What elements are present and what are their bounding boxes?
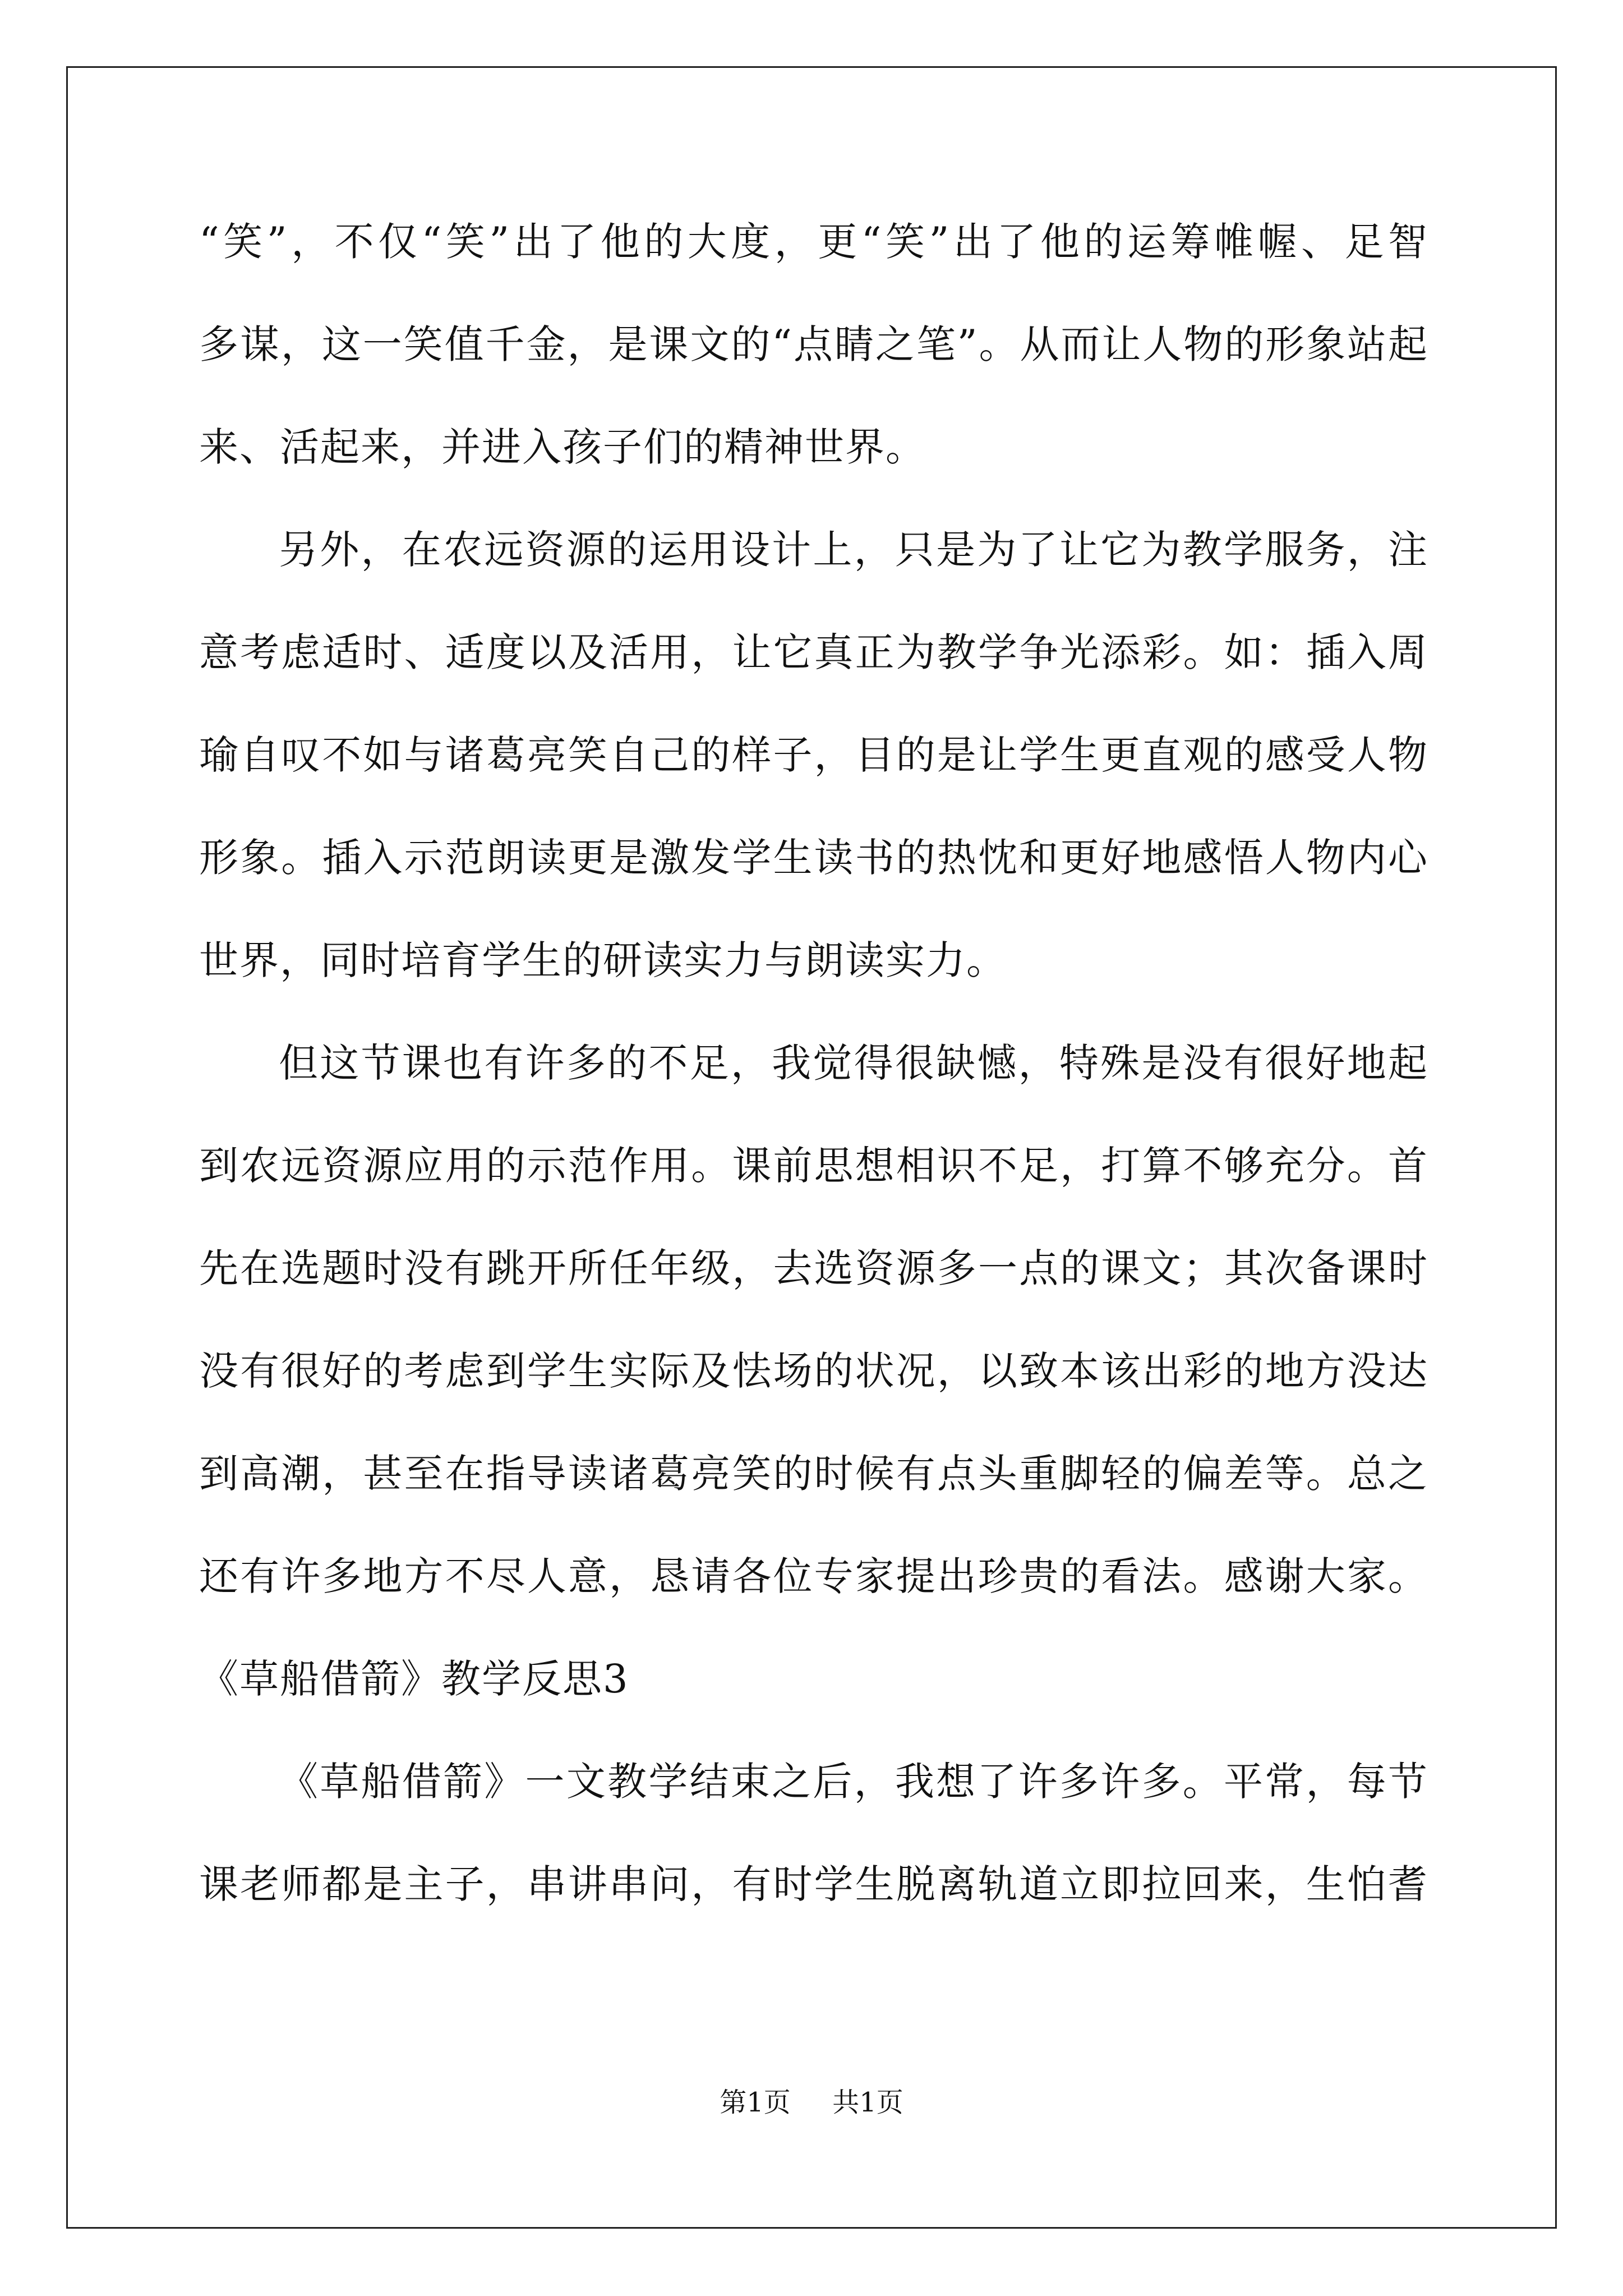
text-line: 先在选题时没有跳开所任年级，去选资源多一点的课文；其次备课时 <box>199 1245 1427 1291</box>
document-body <box>199 191 1427 1936</box>
text-line: 形象。插入示范朗读更是激发学生读书的热忱和更好地感悟人物内心 <box>199 835 1427 881</box>
text-line: 还有许多地方不尽人意，恳请各位专家提出珍贵的看法。感谢大家。 <box>199 1553 1427 1599</box>
text-line: 到农远资源应用的示范作用。课前思想相识不足，打算不够充分。首 <box>199 1143 1427 1189</box>
section-heading: 《草船借箭》教学反思3 <box>199 1656 629 1702</box>
text-line: 课老师都是主子，串讲串问，有时学生脱离轨道立即拉回来，生怕耆 <box>199 1861 1427 1907</box>
paragraph-first-line: 《草船借箭》一文教学结束之后，我想了许多许多。平常，每节 <box>279 1759 1427 1805</box>
paragraph-first-line: 另外，在农远资源的运用设计上，只是为了让它为教学服务，注 <box>279 527 1427 573</box>
text-line: “笑”，不仅“笑”出了他的大度，更“笑”出了他的运筹帷幄、足智 <box>199 219 1427 265</box>
page-number: 第1页 <box>720 2087 791 2118</box>
text-line: 来、活起来，并进入孩子们的精神世界。 <box>199 424 926 470</box>
page-total: 共1页 <box>832 2087 903 2118</box>
text-line: 瑜自叹不如与诸葛亮笑自己的样子，目的是让学生更直观的感受人物 <box>199 732 1427 778</box>
page-footer <box>0 2086 1623 2119</box>
text-line: 没有很好的考虑到学生实际及怯场的状况，以致本该出彩的地方没达 <box>199 1348 1427 1394</box>
text-line: 世界，同时培育学生的研读实力与朗读实力。 <box>199 937 1007 983</box>
text-line: 多谋，这一笑值千金，是课文的“点睛之笔”。从而让人物的形象站起 <box>199 321 1427 367</box>
text-line: 到高潮，甚至在指导读诸葛亮笑的时候有点头重脚轻的偏差等。总之 <box>199 1451 1427 1497</box>
text-line: 意考虑适时、适度以及活用，让它真正为教学争光添彩。如：插入周 <box>199 629 1427 675</box>
paragraph-first-line: 但这节课也有许多的不足，我觉得很缺憾，特殊是没有很好地起 <box>279 1040 1427 1086</box>
